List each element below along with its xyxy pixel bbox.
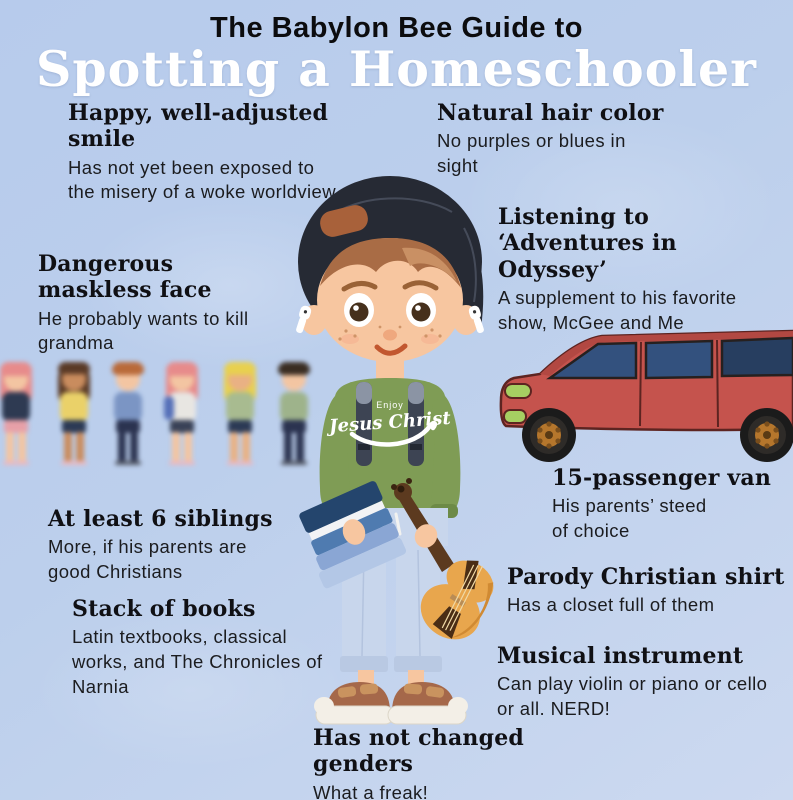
callout-heading: Dangerous maskless face	[38, 251, 212, 304]
callout-body: More, if his parents are good Christians	[48, 536, 247, 582]
callout-instrument	[497, 643, 789, 722]
boy-head	[293, 176, 486, 362]
callout-body: Can play violin or piano or cello or all. NERD!	[497, 673, 768, 719]
sibling-figure	[106, 360, 150, 472]
callout-body: He probably wants to kill grandma	[38, 307, 249, 354]
callout-siblings	[48, 506, 303, 585]
callout-heading: Listening to ‘Adventures in Odyssey’	[498, 204, 677, 283]
title-kicker: The Babylon Bee Guide to	[210, 12, 583, 44]
van-illustration	[498, 326, 793, 464]
callout-body: Has not yet been exposed to the misery of a woke worldview	[68, 156, 337, 203]
callout-heading: Natural hair color	[437, 100, 664, 126]
callout-body: A supplement to his favorite show, McGee and Me	[498, 287, 737, 333]
callout-heading: Has not changed genders	[313, 725, 524, 778]
callout-body: What a freak!	[313, 781, 429, 800]
callout-odyssey	[498, 204, 790, 335]
van-rear-wheel	[740, 408, 793, 462]
sibling-figure	[52, 360, 96, 472]
sneaker-left	[314, 682, 394, 724]
sibling-figure	[160, 360, 204, 472]
van-rear-window	[722, 338, 793, 376]
boy-nose	[383, 330, 397, 341]
van-side-window	[646, 341, 712, 378]
callout-heading: Happy, well-adjusted smile	[68, 100, 329, 153]
callout-body: His parents’ steed of choice	[552, 495, 707, 541]
callout-heading: Parody Christian shirt	[507, 564, 785, 590]
callout-parody-shirt	[507, 564, 793, 618]
callout-body: Has a closet full of them	[507, 594, 715, 616]
sibling-figure	[0, 360, 38, 472]
callout-body: No purples or blues in sight	[437, 130, 626, 176]
page-title: Spotting a Homeschooler	[36, 40, 757, 98]
callout-heading: Musical instrument	[497, 643, 744, 669]
shirt-logo-top-text: Enjoy	[376, 400, 404, 410]
sneaker-right	[388, 682, 468, 724]
callout-maskless	[38, 251, 290, 356]
van-front-wheel	[522, 408, 576, 462]
sibling-figure	[218, 360, 262, 472]
callout-heading: Stack of books	[72, 596, 256, 622]
homeschooler-boy-illustration	[268, 158, 512, 738]
shirt-logo-script-text: Jesus Christ	[328, 407, 452, 438]
callout-heading: At least 6 siblings	[48, 506, 273, 532]
callout-body: Latin textbooks, classical works, and The Chronicles of Narnia	[72, 626, 323, 697]
callout-van	[552, 465, 787, 544]
callout-heading: 15-passenger van	[552, 465, 772, 491]
